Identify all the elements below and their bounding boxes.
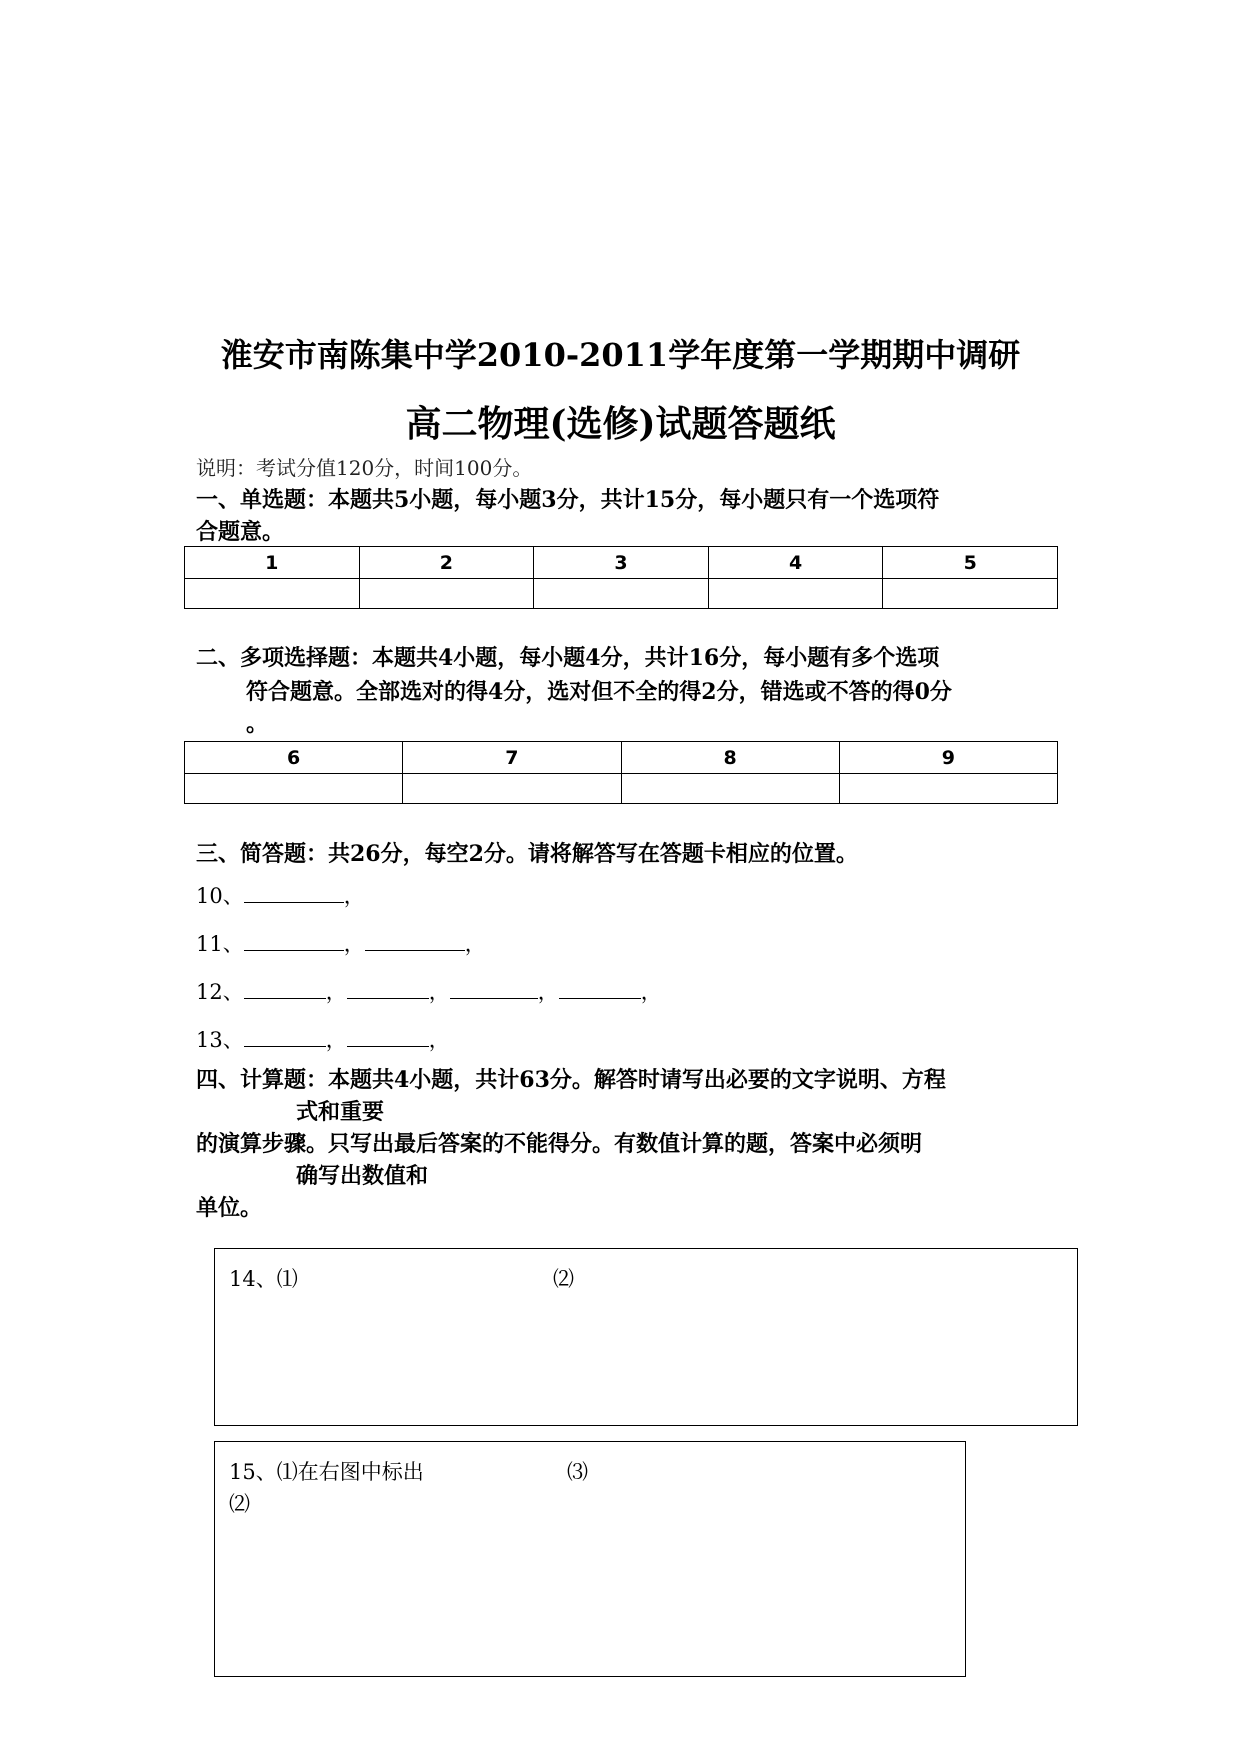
question-number: 10、 (196, 884, 244, 908)
separator: ， (464, 932, 486, 956)
answer-cell[interactable] (534, 579, 709, 609)
section2-heading-cont: 符合题意。全部选对的得4分，选对但不全的得2分，错选或不答的得0分 (246, 679, 952, 705)
separator: ， (343, 932, 365, 956)
section2-heading-end: 。 (246, 711, 269, 737)
answer-blank[interactable] (244, 880, 344, 903)
column-header: 9 (839, 742, 1057, 774)
section4-heading-cont2: 的演算步骤。只写出最后答案的不能得分。有数值计算的题，答案中必须明 (196, 1131, 923, 1157)
question-14-label: 14、⑴ (229, 1267, 298, 1291)
question-number: 11、 (196, 932, 244, 956)
section3-heading: 三、简答题：共26分，每空2分。请将解答写在答题卡相应的位置。 (196, 841, 858, 867)
question-15-part2-label: ⑵ (229, 1492, 250, 1516)
question-14-part2-label: ⑵ (553, 1267, 574, 1291)
answer-blank[interactable] (244, 1024, 326, 1047)
answer-cell[interactable] (403, 774, 621, 804)
column-header: 7 (403, 742, 621, 774)
separator: ， (343, 884, 365, 908)
answer-cell[interactable] (185, 579, 360, 609)
section4-heading-cont3: 确写出数值和 (296, 1163, 429, 1189)
multi-choice-answer-table (184, 741, 1058, 804)
answer-cell[interactable] (359, 579, 534, 609)
section4-heading-cont: 式和重要 (296, 1099, 385, 1125)
separator: ， (325, 1028, 347, 1052)
answer-blank[interactable] (244, 928, 344, 951)
answer-blank[interactable] (365, 928, 465, 951)
answer-sheet-title: 高二物理(选修)试题答题纸 (405, 403, 836, 445)
separator: ， (537, 980, 559, 1004)
answer-cell[interactable] (708, 579, 883, 609)
answer-blank[interactable] (450, 976, 538, 999)
column-header: 4 (708, 547, 883, 579)
question-number: 12、 (196, 980, 244, 1004)
answer-blank[interactable] (244, 976, 326, 999)
answer-blank[interactable] (559, 976, 641, 999)
answer-cell[interactable] (621, 774, 839, 804)
question-12-line (196, 976, 662, 1007)
section4-heading: 四、计算题：本题共4小题，共计63分。解答时请写出必要的文字说明、方程 (196, 1067, 946, 1093)
answer-cell[interactable] (883, 579, 1058, 609)
question-13-line (196, 1024, 450, 1055)
column-header: 2 (359, 547, 534, 579)
column-header: 6 (185, 742, 403, 774)
answer-cell[interactable] (839, 774, 1057, 804)
answer-cell[interactable] (185, 774, 403, 804)
question-11-line (196, 928, 486, 959)
exam-title: 淮安市南陈集中学2010-2011学年度第一学期期中调研 (220, 336, 1021, 374)
question-10-line (196, 880, 365, 911)
separator: ， (428, 980, 450, 1004)
section1-heading: 一、单选题：本题共5小题，每小题3分，共计15分，每小题只有一个选项符 (196, 487, 940, 513)
single-choice-answer-table (184, 546, 1058, 609)
column-header: 1 (185, 547, 360, 579)
question-15-label: 15、⑴在右图中标出 (229, 1460, 424, 1484)
column-header: 8 (621, 742, 839, 774)
section1-heading-cont: 合题意。 (196, 519, 285, 545)
answer-blank[interactable] (347, 1024, 429, 1047)
question-15-answer-box[interactable] (214, 1441, 966, 1677)
separator: ， (640, 980, 662, 1004)
question-14-answer-box[interactable] (214, 1248, 1078, 1426)
column-header: 5 (883, 547, 1058, 579)
answer-blank[interactable] (347, 976, 429, 999)
question-15-part3-label: ⑶ (567, 1460, 588, 1484)
column-header: 3 (534, 547, 709, 579)
separator: ， (325, 980, 347, 1004)
question-number: 13、 (196, 1028, 244, 1052)
exam-note: 说明：考试分值120分，时间100分。 (196, 456, 533, 480)
separator: ， (428, 1028, 450, 1052)
section4-heading-end: 单位。 (196, 1195, 263, 1221)
section2-heading: 二、多项选择题：本题共4小题，每小题4分，共计16分，每小题有多个选项 (196, 645, 940, 671)
